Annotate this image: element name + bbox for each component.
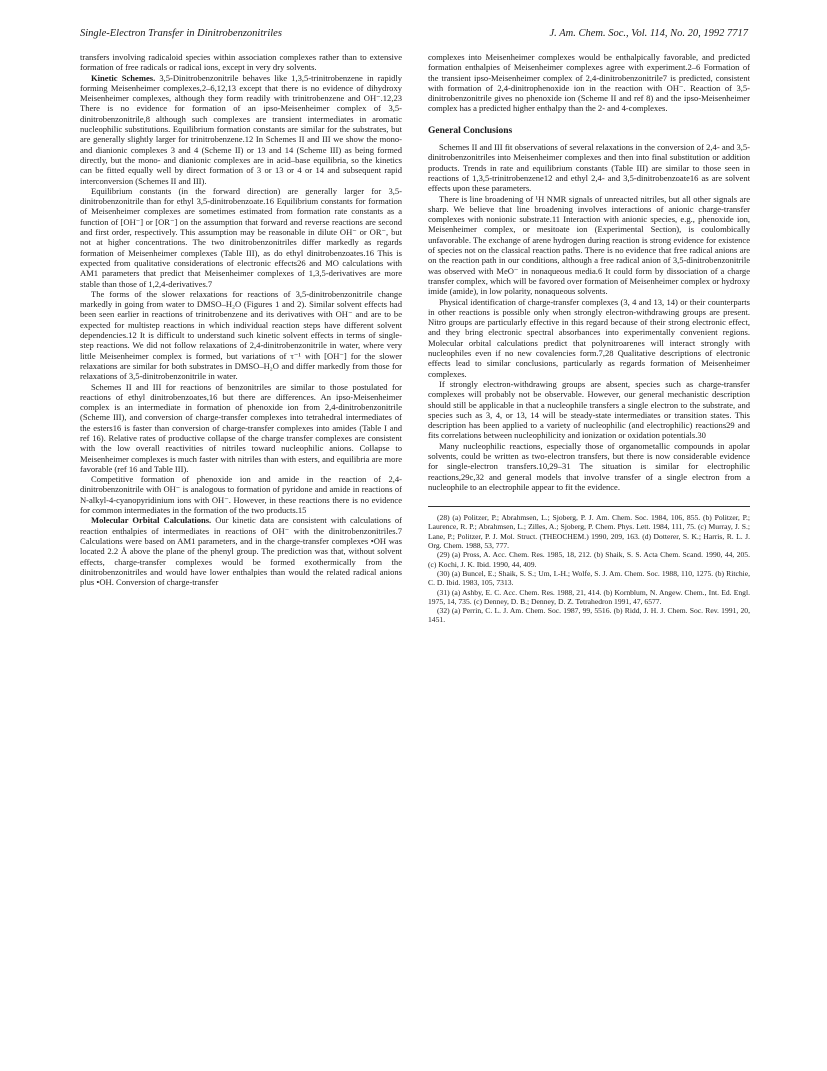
left-column <box>80 52 402 587</box>
running-header <box>80 28 748 42</box>
paragraph-text: complexes into Meisenheimer complexes would be enthalpically favorable, and predicted formation enthalpies of Meisenheimer complexes agree with experiment.2–6 Formation of the transient ipso-Meisenheimer complex of 2,4-dinitrobenzonitrile7 is predicted, consistent with formation of 2,4-dinitrophenoxide ion in the reaction with OH⁻. Reaction of 3,5-dinitrobenzonitrile gives no phenoxide ion (Scheme II and ref 8) and the ipso-Meisenheimer complex has a predicted higher enthalpy than the 2- and 4-complexes. <box>428 52 750 114</box>
footnotes <box>428 513 750 625</box>
body-paragraph <box>80 474 402 515</box>
footnote: (28) (a) Politzer, P.; Abrahmsen, L.; Sjoberg, P. J. Am. Chem. Soc. 1984, 106, 855. (b) Politzer, P.; Laurence, R. P.; Abrahmsen, L.; Zilles, A.; Sjoberg, P. Chem. Phys. Lett. 1984, 111, 75. (c) Murray, J. S.; Lane, P.; Politzer, P. J. Mol. Struct. (THEOCHEM.) 1990, 209, 163. (d) Dotterer, S. K.; Harris, R. L. J. Org. Chem. 1988, 53, 777. <box>428 513 750 551</box>
run-in-heading: Molecular Orbital Calculations. <box>91 515 212 526</box>
right-column <box>428 52 750 625</box>
paragraph-text: The forms of the slower relaxations for reactions of 3,5-dinitrobenzonitrile change markedly in going from water to DMSO–H₂O (Figures 1 and 2). Similar solvent effects had been seen earlier in reactions of trinitrobenzene and its derivatives with OH⁻ and are to be expected for multistep reactions in which individual reaction steps have different solvent dependencies.12 It is difficult to understand such kinetic solvent effects in terms of single-step reactions. We did not follow relaxations of 2,4-dinitrobenzonitrile in water, where very little Meisenheimer complex is formed, but variations of τ⁻¹ with [OH⁻] for the slower relaxations are similar for both substrates in DMSO–H₂O and differ markedly from those for relaxations of 3,5-dinitrobenzonitrile in water. <box>80 288 402 382</box>
body-paragraph <box>80 186 402 289</box>
footnote: (32) (a) Perrin, C. L. J. Am. Chem. Soc. 1987, 99, 5516. (b) Ridd, J. H. J. Chem. Soc. Rev. 1991, 20, 1451. <box>428 606 750 625</box>
paragraph-text: If strongly electron-withdrawing groups are absent, species such as charge-transfer complexes will probably not be observable. However, our general mechanistic description should still be applicable in that a nucleophile transfers a single electron to the substrate, and species such as 3, 4, or 13, 14 will be steady-state intermediates or transition states. This description has been applied to a variety of nucleophilic (and electrophilic) reactions29 and fits correlations between nucleophilicity and ionization or oxidation potentials.30 <box>428 378 750 441</box>
footnote-divider <box>428 506 750 507</box>
body-paragraph <box>80 52 402 73</box>
body-paragraph <box>80 515 402 587</box>
body-paragraph <box>428 441 750 492</box>
footnote: (30) (a) Buncel, E.; Shaik, S. S.; Um, I.-H.; Wolfe, S. J. Am. Chem. Soc. 1988, 110, 1275. (b) Ritchie, C. D. Ibid. 1983, 105, 7313. <box>428 568 750 588</box>
paragraph-text: Our kinetic data are consistent with calculations of reaction enthalpies of intermediates in reactions of OH⁻ with the dinitrobenzonitriles.7 Calculations were based on AM1 parameters, and in the charge-transfer complexes •OH was located 2.2 Å above the plane of the phenyl group. The prediction was that, without solvent effects, charge-transfer complexes would be formed exothermically from the dinitrobenzonitriles and would have lower enthalpies than would the related radical anions plus •OH. Conversion of charge-transfer <box>80 515 402 588</box>
running-title: Single-Electron Transfer in Dinitrobenzonitriles <box>80 28 282 39</box>
paragraph-text: Competitive formation of phenoxide ion and amide in the reaction of 2,4-dinitrobenzonitrile with OH⁻ is analogous to formation of pyridone and amide in reactions of N-alkyl-4-cyanopyridinium ions with OH⁻. However, in these reactions there is no evidence for common intermediates in the formation of the two products.15 <box>80 474 402 516</box>
run-in-heading: Kinetic Schemes. <box>91 72 156 83</box>
body-paragraph <box>428 379 750 441</box>
paragraph-text: Many nucleophilic reactions, especially those of organometallic compounds in apolar solvents, could be written as two-electron transfers, but there is now considerable evidence for single-electron transfers.10,29–31 The situation is similar for electrophilic reactions,29c,32 and general models that involve transfer of a single electron from a nucleophile to an electrophile appear to fit the evidence. <box>428 440 750 492</box>
body-paragraph <box>80 73 402 186</box>
paragraph-text: 3,5-Dinitrobenzonitrile behaves like 1,3,5-trinitrobenzene in rapidly forming Meisenheimer complexes,2–6,12,13 except that there is no evidence of dihydroxy Meisenheimer complexes, although they form readily with trinitrobenzene and OH⁻.12,23 There is no evidence for formation of an ipso-Meisenheimer complex of 3,5-dinitrobenzonitrile,8 although such complexes are transient intermediates in aromatic nucleophilic substitutions. Equilibrium formation constants are similar for the substrates, but are generally slightly larger for trinitrobenzene.12 In Schemes II and III we show the mono- and dianionic complexes 3 and 4 (Scheme II) or 13 and 14 (Scheme III) as being formed directly, but the mono- and dianionic complexes are in acid–base equilibria, so the kinetics can be fitted equally well by direct formation of 3 or 13 or 4 or 14 and subsequent rapid interconversion (Schemes II and III). <box>80 72 402 186</box>
footnote: (29) (a) Pross, A. Acc. Chem. Res. 1985, 18, 212. (b) Shaik, S. S. Acta Chem. Scand. 1990, 44, 205. (c) Kochi, J. K. Ibid. 1990, 44, 409. <box>428 550 750 569</box>
paragraph-text: There is line broadening of ¹H NMR signals of unreacted nitriles, but all other signals are sharp. We believe that line broadening involves interactions of anionic charge-transfer complexes with nonionic substrate.11 Interaction with anionic species, e.g., phenoxide ion, Meisenheimer complex, or mesitoate ion (Experimental Section), is coulombically unfavorable. The exchange of arene hydrogen during reaction is strong evidence for existence of species not on the classical reaction paths. There is no evidence that free radical anions are on the reaction path in our conditions, although a free radical anion of 3,5-dinitrobenzonitrile was observed with MeO⁻ in nonaqueous media.6 It could form by dissociation of a charge transfer complex, which will be favored over formation of Meisenheimer complex or hydroxy imide (amide), in low polarity, nonaqueous solvents. <box>428 193 750 297</box>
footnote: (31) (a) Ashby, E. C. Acc. Chem. Res. 1988, 21, 414. (b) Kornblum, N. Angew. Chem., Int. Ed. Engl. 1975, 14, 735. (c) Denney, D. B.; Denney, D. Z. Tetrahedron 1991, 47, 6577. <box>428 587 750 606</box>
body-paragraph <box>428 142 750 193</box>
body-paragraph <box>428 194 750 297</box>
body-paragraph <box>80 382 402 475</box>
paragraph-text: transfers involving radicaloid species within association complexes rather than to extensive formation of free radicals or radical ions, except in very dry solvents. <box>80 52 402 73</box>
paragraph-text: Equilibrium constants (in the forward direction) are generally larger for 3,5-dinitrobenzonitrile than for ethyl 3,5-dinitrobenzoate.16 Equilibrium constants for formation of Meisenheimer complexes are sometimes estimated from formation rate constants as a function of [OH⁻] or [OR⁻] on the assumption that forward and reverse reactions are second and first order, respectively. This assumption may be reasonable in dilute OH⁻ or OR⁻, but not at higher concentrations. The two dinitrobenzonitriles differ markedly as regards formation of Meisenheimer complexes (Table III), as do ethyl dinitrobenzoates.16 This is expected from qualitative considerations of electronic effects26 and MO calculations with AM1 parameters that predict that Meisenheimer complexes of 1,3,5-derivatives are more stable than those of 1,2,4-derivatives.7 <box>80 185 402 289</box>
body-paragraph <box>428 52 750 114</box>
section-heading: General Conclusions <box>428 125 513 136</box>
paragraph-text: Schemes II and III fit observations of several relaxations in the conversion of 2,4- and 3,5-dinitrobenzonitriles into Meisenheimer complexes and then into final substitution or addition products. Trends in rate and equilibrium constants (Table III) are similar to those seen in reactions of 1,3,5-trinitrobenzene12 and ethyl 2,4- and 3,5-dinitrobenzoate16 as are solvent effects upon these parameters. <box>428 142 750 194</box>
body-paragraph <box>428 297 750 379</box>
journal-citation: J. Am. Chem. Soc., Vol. 114, No. 20, 1992 7717 <box>549 28 748 39</box>
body-paragraph <box>80 289 402 382</box>
paragraph-text: Physical identification of charge-transfer complexes (3, 4 and 13, 14) or their counterparts in other reactions is possible only when strongly electron-withdrawing groups are present. Nitro groups are particularly effective in this regard because of their strong electronic effect, and they bring electronic spectral absorbances into experimentally convenient regions. Molecular orbital calculations predict that polynitroarenes will interact strongly with nucleophiles even if no new covalencies form.7,28 Qualitative descriptions of electronic effects lead to similar conclusions, particularly as regards formation of Meisenheimer complexes. <box>428 296 750 379</box>
paragraph-text: Schemes II and III for reactions of benzonitriles are similar to those postulated for reactions of ethyl dinitrobenzoates,16 but there are differences. An ipso-Meisenheimer complex is an intermediate in formation of phenoxide ion from 2,4-dinitrobenzonitrile (Scheme III), and conversion of charge-transfer complexes into tetrahedral intermediates of the esters16 is faster than conversion of charge-transfer complexes into amides (Table I and ref 16). Relative rates of productive collapse of the charge transfer complexes are consistent with the low overall reactivities of nitriles toward nucleophilic anions. Collapse to Meisenheimer complexes is much faster with nitriles than with esters, and equilibria are more favorable (ref 16 and Table III). <box>80 381 402 474</box>
